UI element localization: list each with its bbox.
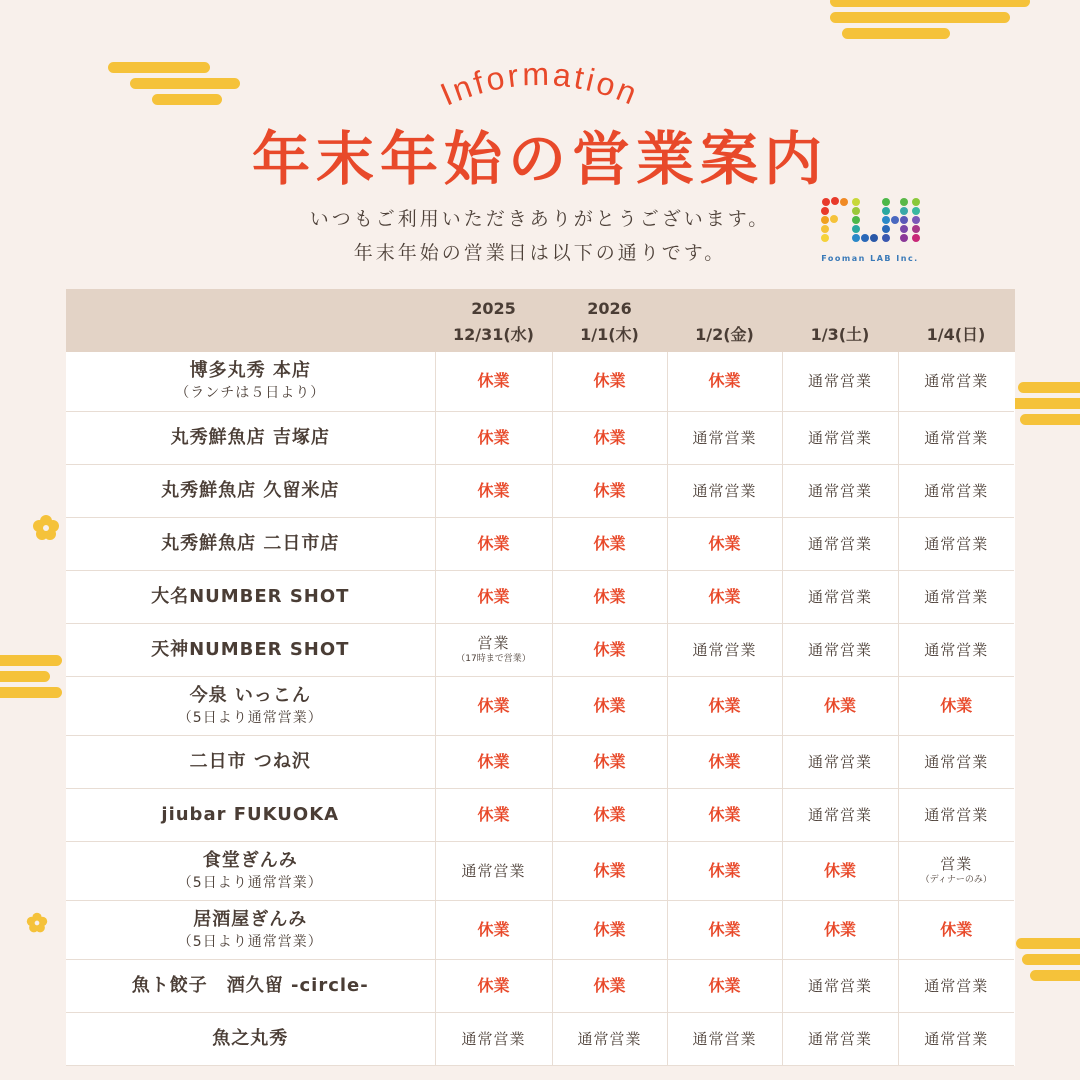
store-name-cell xyxy=(66,1012,435,1065)
store-note: （5日より通常営業） xyxy=(177,933,323,950)
status-open xyxy=(898,959,1014,1012)
status-closed xyxy=(552,352,667,411)
status-text: 休業 xyxy=(593,919,626,939)
store-name: 天神NUMBER SHOT xyxy=(151,638,350,660)
store-name: 今泉 いっこん xyxy=(189,684,311,706)
status-text: 休業 xyxy=(823,695,856,715)
status-text: 休業 xyxy=(708,533,741,553)
store-note: （ランチは５日より） xyxy=(175,385,326,402)
status-closed xyxy=(667,570,782,623)
status-closed xyxy=(435,411,552,464)
table-header-row xyxy=(66,289,1014,352)
status-open xyxy=(782,959,898,1012)
status-text: 通常営業 xyxy=(924,1029,989,1048)
status-text: 通常営業 xyxy=(807,1029,872,1048)
status-text: 通常営業 xyxy=(807,976,872,995)
store-name-cell xyxy=(66,676,435,735)
status-closed xyxy=(552,735,667,788)
status-text: 休業 xyxy=(593,804,626,824)
status-text: 休業 xyxy=(593,695,626,715)
status-open xyxy=(898,623,1014,676)
status-closed xyxy=(552,517,667,570)
status-closed xyxy=(435,570,552,623)
status-note: （ディナーのみ） xyxy=(920,875,992,885)
table-row xyxy=(66,676,1014,735)
header-year xyxy=(783,296,898,322)
store-name-cell xyxy=(66,517,435,570)
store-name: 魚ト餃子 酒久留 -circle- xyxy=(131,974,369,996)
status-closed xyxy=(552,788,667,841)
status-text: 休業 xyxy=(708,695,741,715)
flower-icon xyxy=(32,514,60,542)
header-date: 1/1(木) xyxy=(580,325,639,344)
status-open xyxy=(435,1012,552,1065)
status-closed xyxy=(552,570,667,623)
status-closed xyxy=(667,959,782,1012)
status-text: 休業 xyxy=(477,586,510,606)
status-text: 通常営業 xyxy=(461,861,526,880)
store-name-cell xyxy=(66,411,435,464)
status-closed xyxy=(435,735,552,788)
status-closed xyxy=(782,900,898,959)
status-text: 休業 xyxy=(593,371,626,391)
store-name-cell xyxy=(66,735,435,788)
status-text: 休業 xyxy=(593,533,626,553)
status-text: 休業 xyxy=(477,919,510,939)
status-open xyxy=(898,1012,1014,1065)
header-date-column xyxy=(782,289,898,352)
table-row xyxy=(66,735,1014,788)
status-closed xyxy=(552,900,667,959)
status-text: 休業 xyxy=(708,804,741,824)
header-date-column xyxy=(552,289,667,352)
header-year: 2025 xyxy=(471,299,516,318)
status-text: 通常営業 xyxy=(692,1029,757,1048)
table-row xyxy=(66,517,1014,570)
status-text: 通常営業 xyxy=(807,805,872,824)
status-text: 通常営業 xyxy=(807,534,872,553)
status-text: 通常営業 xyxy=(692,481,757,500)
status-open xyxy=(898,788,1014,841)
status-open xyxy=(782,1012,898,1065)
status-open xyxy=(898,841,1014,900)
status-text: 休業 xyxy=(708,860,741,880)
store-name: 丸秀鮮魚店 吉塚店 xyxy=(170,426,330,448)
status-closed xyxy=(552,841,667,900)
status-text: 営業 xyxy=(477,634,510,652)
intro-line-2: 年末年始の営業日は以下の通りです。 xyxy=(353,242,727,264)
status-text: 休業 xyxy=(823,919,856,939)
status-text: 通常営業 xyxy=(924,534,989,553)
header-year: 2026 xyxy=(587,299,632,318)
status-closed xyxy=(435,464,552,517)
status-text: 休業 xyxy=(940,919,973,939)
status-text: 通常営業 xyxy=(807,481,872,500)
status-closed xyxy=(552,464,667,517)
status-text: 休業 xyxy=(477,804,510,824)
status-open xyxy=(782,517,898,570)
status-text: 通常営業 xyxy=(924,976,989,995)
status-open xyxy=(898,517,1014,570)
status-text: 休業 xyxy=(477,480,510,500)
status-closed xyxy=(435,959,552,1012)
table-row xyxy=(66,900,1014,959)
status-text: 休業 xyxy=(593,586,626,606)
header-date-column xyxy=(898,289,1014,352)
status-closed xyxy=(552,959,667,1012)
table-row xyxy=(66,959,1014,1012)
status-text: 休業 xyxy=(823,860,856,880)
status-text: 休業 xyxy=(477,695,510,715)
table-row xyxy=(66,623,1014,676)
status-text: 休業 xyxy=(477,371,510,391)
status-open xyxy=(552,1012,667,1065)
status-text: 通常営業 xyxy=(924,428,989,447)
status-text: 通常営業 xyxy=(807,372,872,391)
status-text: 通常営業 xyxy=(807,640,872,659)
header-year xyxy=(899,296,1014,322)
status-text: 休業 xyxy=(940,695,973,715)
header-date-column xyxy=(667,289,782,352)
status-closed xyxy=(667,841,782,900)
header-date: 12/31(水) xyxy=(452,325,534,344)
status-text: 休業 xyxy=(477,427,510,447)
status-closed xyxy=(667,676,782,735)
store-name: jiubar FUKUOKA xyxy=(161,803,340,825)
table-row xyxy=(66,570,1014,623)
status-text: 通常営業 xyxy=(461,1029,526,1048)
table-row xyxy=(66,841,1014,900)
status-text: 通常営業 xyxy=(692,640,757,659)
status-text: 休業 xyxy=(593,975,626,995)
table-row xyxy=(66,1012,1014,1065)
store-note: （5日より通常営業） xyxy=(177,709,323,726)
status-closed xyxy=(435,352,552,411)
status-text: 通常営業 xyxy=(807,428,872,447)
status-text: 休業 xyxy=(708,975,741,995)
status-open xyxy=(782,735,898,788)
status-open xyxy=(782,788,898,841)
status-open xyxy=(898,352,1014,411)
status-closed xyxy=(435,517,552,570)
store-name-cell xyxy=(66,352,435,411)
table-row xyxy=(66,411,1014,464)
status-closed xyxy=(667,517,782,570)
status-open xyxy=(667,411,782,464)
status-text: 休業 xyxy=(708,751,741,771)
status-note: （17時まで営業） xyxy=(456,654,531,664)
status-closed xyxy=(667,788,782,841)
status-open xyxy=(667,1012,782,1065)
status-open xyxy=(435,623,552,676)
status-open xyxy=(435,841,552,900)
header-year xyxy=(668,296,782,322)
status-closed xyxy=(552,623,667,676)
status-text: 休業 xyxy=(708,586,741,606)
status-open xyxy=(898,411,1014,464)
store-name: 大名NUMBER SHOT xyxy=(151,585,350,607)
store-name-cell xyxy=(66,464,435,517)
status-text: 営業 xyxy=(940,855,973,873)
status-closed xyxy=(552,411,667,464)
status-open xyxy=(782,464,898,517)
status-open xyxy=(782,623,898,676)
status-text: 通常営業 xyxy=(924,481,989,500)
status-text: 通常営業 xyxy=(807,587,872,606)
store-name: 魚之丸秀 xyxy=(212,1027,289,1049)
status-open xyxy=(898,735,1014,788)
store-name-cell xyxy=(66,841,435,900)
status-closed xyxy=(435,788,552,841)
status-text: 通常営業 xyxy=(924,805,989,824)
status-text: 通常営業 xyxy=(692,428,757,447)
page-title: 年末年始の営業案内 xyxy=(251,125,828,193)
status-text: 通常営業 xyxy=(924,752,989,771)
status-text: 休業 xyxy=(593,860,626,880)
intro-line-1: いつもご利用いただきありがとうございます。 xyxy=(309,208,771,230)
status-text: 通常営業 xyxy=(924,587,989,606)
status-closed xyxy=(552,676,667,735)
status-text: 通常営業 xyxy=(924,640,989,659)
store-name: 博多丸秀 本店 xyxy=(189,360,311,382)
status-closed xyxy=(898,900,1014,959)
status-text: 休業 xyxy=(477,975,510,995)
store-name: 居酒屋ぎんみ xyxy=(193,908,308,930)
table-row xyxy=(66,464,1014,517)
status-open xyxy=(667,464,782,517)
status-closed xyxy=(667,352,782,411)
status-text: 休業 xyxy=(593,427,626,447)
status-text: 通常営業 xyxy=(924,372,989,391)
header-store-column xyxy=(66,289,435,352)
status-open xyxy=(898,464,1014,517)
svg-text:Information: Information xyxy=(435,55,645,113)
store-name-cell xyxy=(66,900,435,959)
store-name: 丸秀鮮魚店 久留米店 xyxy=(161,479,340,501)
store-name: 食堂ぎんみ xyxy=(202,849,298,871)
schedule-table xyxy=(66,289,1015,1066)
status-text: 休業 xyxy=(593,751,626,771)
header-date: 1/2(金) xyxy=(695,325,754,344)
store-name-cell xyxy=(66,788,435,841)
status-text: 休業 xyxy=(477,751,510,771)
header-date: 1/4(日) xyxy=(926,325,986,344)
company-logo-text: Fooman LAB Inc. xyxy=(821,254,919,263)
store-name-cell xyxy=(66,570,435,623)
status-open xyxy=(782,411,898,464)
table-row xyxy=(66,788,1014,841)
status-closed xyxy=(667,735,782,788)
store-name-cell xyxy=(66,623,435,676)
status-closed xyxy=(435,676,552,735)
table-row xyxy=(66,352,1014,411)
header-date-column xyxy=(435,289,552,352)
status-open xyxy=(782,570,898,623)
status-closed xyxy=(898,676,1014,735)
store-note: （5日より通常営業） xyxy=(177,874,323,891)
status-text: 通常営業 xyxy=(807,752,872,771)
header-date: 1/3(土) xyxy=(810,325,870,344)
status-text: 休業 xyxy=(708,919,741,939)
status-closed xyxy=(782,841,898,900)
status-open xyxy=(782,352,898,411)
status-closed xyxy=(782,676,898,735)
status-closed xyxy=(667,900,782,959)
status-open xyxy=(667,623,782,676)
status-text: 休業 xyxy=(593,480,626,500)
store-name: 丸秀鮮魚店 二日市店 xyxy=(161,532,340,554)
status-open xyxy=(898,570,1014,623)
status-text: 休業 xyxy=(477,533,510,553)
store-name-cell xyxy=(66,959,435,1012)
status-text: 通常営業 xyxy=(577,1029,642,1048)
status-text: 休業 xyxy=(708,371,741,391)
status-text: 休業 xyxy=(593,639,626,659)
status-closed xyxy=(435,900,552,959)
flower-icon xyxy=(26,912,48,934)
store-name: 二日市 つね沢 xyxy=(189,750,311,772)
